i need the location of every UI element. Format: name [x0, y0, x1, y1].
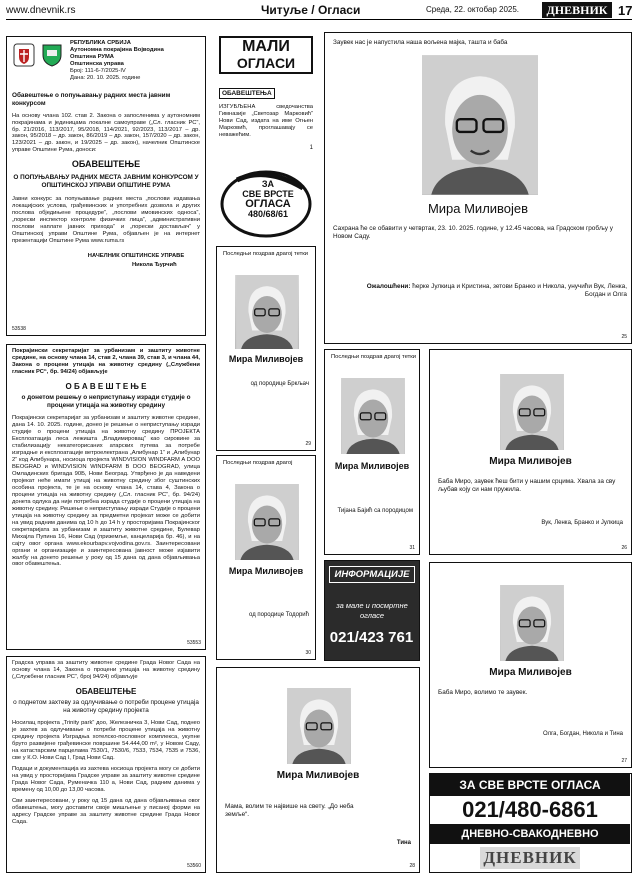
notice-city-body: Носилац пројекта „Trinity park“ доо, Железничка 3, Нови Сад, поднео је захтев за одлучивање о потреби процене утицаја на животну средину пројекта Изградња хотелско-пословног комплекса, укупне бруто развијене грађевинске површине 54.444,00 m², у Новом Саду, на катастарским парцелама 7530/1, 7530/6, 7533, 7534, 7535 и 7536, све у К.О. Нови Сад I, Град Нови Сад. [12, 720, 200, 762]
portrait-photo [500, 374, 564, 450]
obituary-text: Бабa Миро, волимо те заувек. [438, 689, 528, 696]
category-label: ОБАВЕШТЕЊА [219, 88, 275, 99]
obituary-text: Мама, волим те највише на свету. „До неба земље“. [225, 803, 354, 818]
deceased-name: Мира Миливојев [427, 201, 529, 216]
portrait-photo [341, 378, 405, 454]
notice-ruma-subheading: О ПОПУЊАВАЊУ РАДНИХ МЕСТА ЈАВНИМ КОНКУРСОМ У ОПШТИНСКОЈ УПРАВИ ОПШТИНЕ РУМА [13, 174, 199, 190]
obituary-brkljac [216, 246, 316, 451]
ad-code: 25 [621, 334, 627, 340]
portrait-icon [341, 378, 405, 454]
org-line: Аутономна покрајина Војводина [70, 46, 164, 53]
ad-code: 27 [621, 758, 627, 764]
bottom-ad-line3: ДНЕВНО-СВАКОДНЕВНО [430, 824, 630, 844]
ad-code: 26 [621, 545, 627, 551]
signature-name: Никола Ђурчић [132, 261, 177, 268]
funeral-info: Сахрана ће се обавити у четвртак, 23. 10. 2025. године, у 12.45 часова, на Градском гробљу у Новом Саду. [333, 225, 613, 240]
deceased-name: Мира Миливојев [489, 667, 572, 678]
notice-provincial-heading: О Б А В Е Ш Т Е Њ Е [65, 381, 147, 391]
org-line: РЕПУБЛИКА СРБИЈА [70, 40, 131, 46]
obituary-text: Бабa Миро, заувек ћеш бити у нашим срцима. Хвала за сву љубав коју си нам пружила. [438, 478, 616, 493]
main-obituary [324, 32, 632, 344]
ad-code: 53553 [187, 640, 201, 646]
portrait-icon [287, 688, 351, 764]
portrait-photo [235, 275, 299, 349]
ad-code: 30 [305, 650, 311, 656]
deceased-name: Мира Миливојев [276, 770, 360, 781]
bottom-ad-phone[interactable]: 021/480-6861 [462, 797, 598, 822]
page-number: 17 [618, 3, 633, 18]
info-ad [324, 560, 420, 661]
notice-city-heading: ОБАВЕШТЕЊЕ [75, 686, 137, 696]
portrait-photo [287, 688, 351, 764]
notice-city [6, 656, 206, 873]
notice-provincial-subheading: о донетом решењу о неприступању изради студије о процени утицаја на животну средину [21, 393, 191, 409]
obituary-from: Тина [396, 840, 411, 846]
info-ad-phone[interactable]: 021/423 761 [329, 629, 414, 646]
portrait-photo [422, 55, 538, 195]
notice-city-lead: Градска управа за заштиту животне средине Града Новог Сада на основу члана 14, Закона о процени утицаја на животну средину („Службени гласник РС“, број 94/24) објављује [12, 660, 200, 680]
obituary-from: Тијана Бајић са породицом [337, 508, 413, 514]
notice-ruma-body: Јавни конкурс за попуњавање радних места „послови издавања локацијских услова, грађевинских и употребних дозвола и других послова обједињене процедуре“, „послови имовинских односа“, „порески инспектор контроле физичких лица“, „административни послови наплате јавних прихода“ и „порески достављач“ у Општинској управи Општине Рума, објављен је на интернет презентацији Општине Рума www.ruma.rs [12, 195, 200, 244]
obituary-top-text: Последњи поздрав драгој тетки [331, 354, 417, 360]
org-line: Дана: 20. 10. 2025. године [70, 74, 141, 81]
deceased-name: Мира Миливојев [228, 354, 304, 364]
ad-code: 29 [305, 441, 311, 447]
bottom-ad [429, 773, 632, 873]
notice-provincial [6, 344, 206, 650]
obituary-from: од породице Бркљач [250, 381, 309, 387]
portrait-icon [500, 585, 564, 661]
mali-oglasi-logo: МАЛИ ОГЛАСИ [219, 36, 313, 74]
ad-code: 53538 [12, 326, 26, 332]
obituary-vuk [429, 349, 632, 555]
notice-ruma-heading: ОБАВЕШТЕЊЕ [71, 159, 141, 170]
ruma-coat-of-arms-icon [40, 42, 64, 68]
all-ads-badge: ЗА СВЕ ВРСТЕ ОГЛАСА 480/68/61 [219, 168, 317, 240]
org-line: Општина РУМА [70, 53, 114, 60]
notice-city-subheading: о поднетом захтеву за одлучивање о потреби процене утицаја на животну средину пројекта [13, 698, 199, 714]
org-line: Број: 111-6-7/2025-IV [70, 67, 126, 74]
info-ad-subtitle: за мале и посмртне огласе [336, 601, 408, 620]
mourners-label: Ожалошћени: [366, 283, 411, 290]
bottom-ad-line1: ЗА СВЕ ВРСТЕ ОГЛАСА [430, 774, 630, 796]
obituary-top-text: Последњи поздрав драгој [223, 460, 293, 466]
ad-code: 28 [409, 863, 415, 869]
portrait-photo [235, 484, 299, 560]
newspaper-logo: ДНЕВНИК [542, 2, 612, 18]
obituary-intro: Заувек нас је напустила наша вољена мајка, ташта и баба [333, 39, 508, 46]
notice-city-body2: Подаци и документација из захтева носиоца пројекта могу се добити на увид у просторијама Градске управе за заштиту животне средине Града Новог Сада, Руменачка 110 а, Нови Сад, радним данима у времену од 10,00 до 13,00 часова. [12, 766, 200, 794]
site-url[interactable]: www.dnevnik.rs [6, 5, 76, 16]
serbia-coat-of-arms-icon [12, 42, 36, 68]
issue-date: Среда, 22. октобар 2025. [426, 5, 520, 14]
obituary-from: Олга, Богдан, Никола и Тина [542, 731, 623, 737]
page-header [6, 2, 632, 20]
deceased-name: Мира Миливојев [334, 461, 410, 471]
ad-code: 31 [409, 545, 415, 551]
org-line: Општинска управа [70, 60, 124, 67]
mourners [365, 283, 627, 299]
notice-ruma [6, 36, 206, 336]
info-ad-title: ИНФОРМАЦИЈЕ [329, 566, 415, 583]
deceased-name: Мира Миливојев [228, 566, 304, 576]
signature-role: НАЧЕЛНИК ОПШТИНСКЕ УПРАВЕ [87, 252, 185, 259]
portrait-icon [235, 484, 299, 560]
notice-provincial-body: Покрајински секретаријат за урбанизам и заштиту животне средине, дана 14. 10. 2025. године, донео је решење о неприступању изради студије о процени утицаја на животну средину ПРОЈЕКТА Експлоатација леса лежишта „Владимировац“ као сировине за стабилизацију некатегорисаних атарских путева за потребе изградње и експлоатације ветроелектрана „Алибунар 1“ и „Алибунар 2“ код Алибунара, носиоца пројекта WINDVISION WINDFARM A DOO BEOGRAD и WINDVISION WINDFARM B DOO BEOGRAD, улица Омладинских бригада 90Б, Нови Београд. Утврђено је да наведени пројекат неће имати утицај на животну средину због суштинских особина пројекта, те је на основу члана 14, става 4, Закона о процени утицаја на животну средину („Сл. гласник РС“, бр. 94/24) донета одлука да није потребна израда студије о процени утицаја на животну средину. Решење о неприступању изради Студије о процени утицаја на животну средину за предметни пројекат може се добити на увид радним данима од 10 h до 14 h у просторијама Покрајинског секретаријата за урбанизам и заштиту животне средине, Булевар Михајла Пупина 16, Нови Сад (приземље, канцеларија бр. 46), и на сајту овог органа www.ekourbapv.vojvodina.gov.rs. Заинтересовани органи и организације и заинтересована јавност може изјавити жалбу на донето решење у року од 15 дана од дана објављивања овог обавештења. [12, 415, 200, 568]
notice-provincial-lead: Покрајински секретаријат за урбанизам и заштиту животне средине, на основу члана 14, став 2, члана 39, став 3, и члана 44, Закона о процени утицаја на животну средину („Службени гласник РС“, бр. 94/24) објављује [12, 348, 200, 375]
ad-code: 53560 [187, 863, 201, 869]
portrait-icon [500, 374, 564, 450]
mourners-list: ћерке Јулкица и Кристина, зетови Бранко и Никола, унучићи Вук, Ленка, Богдан и Олга [412, 283, 627, 298]
classified-code: 1 [309, 145, 313, 151]
classified-text: ИЗГУБЉЕНА сведочанства Гимназије „Светозар Марковић“ Нови Сад, издата на име Огњен Марковић, проглашавају се неважећим. [219, 104, 313, 138]
obituary-tijana [324, 349, 420, 555]
obituary-olga [429, 562, 632, 768]
deceased-name: Мира Миливојев [489, 456, 572, 467]
portrait-icon [235, 275, 299, 349]
portrait-icon [422, 55, 538, 195]
obituary-top-text: Последњи поздрав драгој тетки [223, 251, 309, 257]
obituary-tina [216, 667, 420, 873]
obituary-from: од породице Тодорић [249, 612, 309, 618]
notice-ruma-header [12, 40, 200, 88]
bottom-ad-logo: ДНЕВНИК [480, 847, 580, 869]
notice-city-body3: Сви заинтересовани, у року од 15 дана од дана објављивања овог обавештења, могу доставити своје мишљење у писаној форми на адресу Градске управе за заштиту животне средине Града Новог Сада. [12, 798, 200, 825]
obituary-from: Вук, Ленка, Бранко и Јулкица [541, 520, 623, 526]
obituary-todoric [216, 455, 316, 660]
portrait-photo [500, 585, 564, 661]
notice-ruma-title: Обавештење о попуњавању радних места јавним конкурсом [12, 92, 171, 107]
mali-oglasi-column [215, 32, 317, 242]
section-title: Читуље / Огласи [261, 3, 361, 17]
notice-ruma-intro: На основу члана 102. став 2. Закона о запосленима у аутономним покрајинама и јединицама локалне самоуправе („Сл. гласник РС“, бр. 21/2016, 113/2017, 95/2018, 114/2021, 92/2023, 113/2017 – др. закон, 95/2018 – др. закон, 86/2019 – др. закон, 157/2020 – др. закон, 123/2021 – др. закон, и 19/2025 – др. закон), начелник Општинске управе Општине Рума, доноси: [12, 112, 200, 154]
